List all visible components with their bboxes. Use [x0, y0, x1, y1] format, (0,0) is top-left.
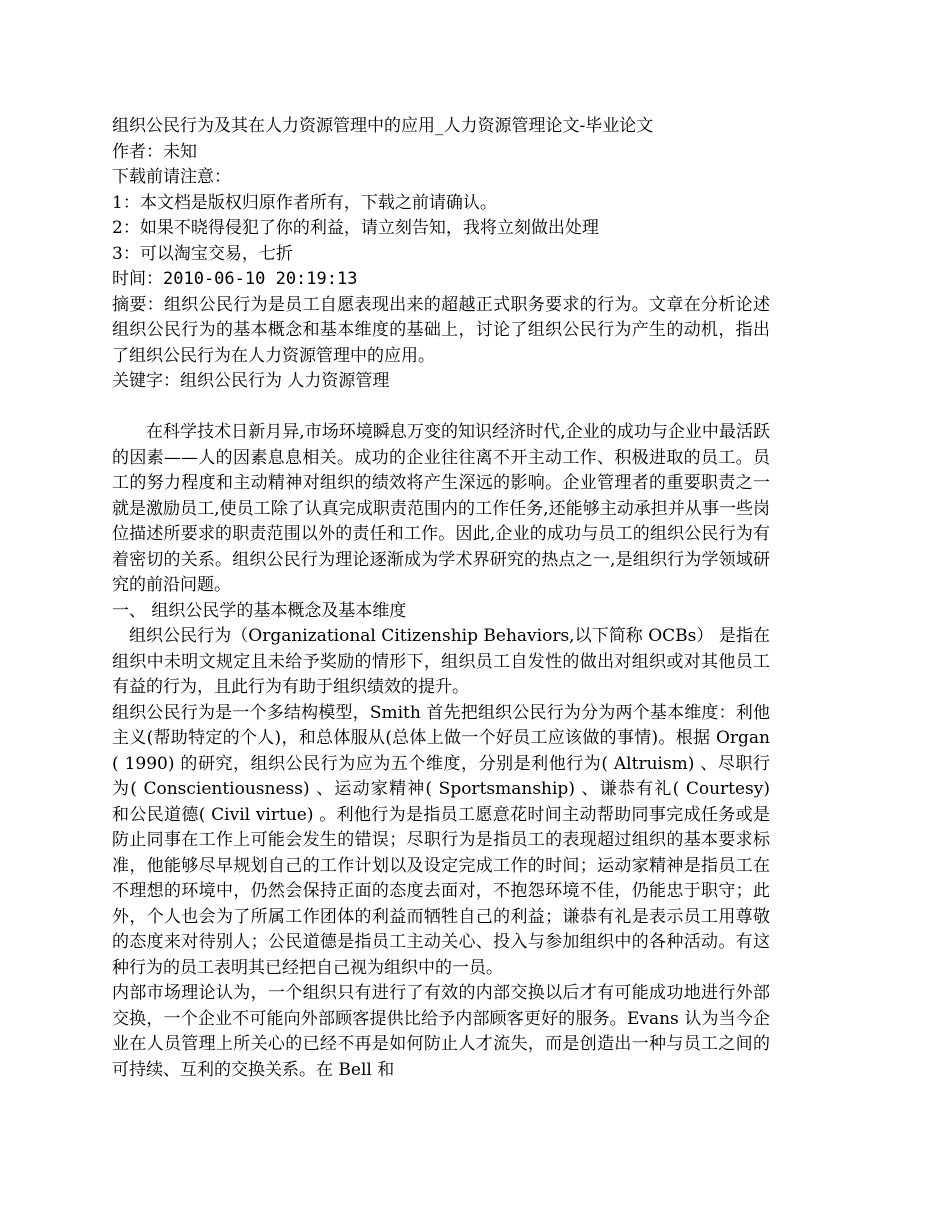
- document-author: 作者：未知: [112, 141, 197, 162]
- blank-spacer: [112, 395, 770, 421]
- document-page: [112, 114, 770, 1083]
- dimension-paragraph: 组织公民行为是一个多结构模型，Smith 首先把组织公民行为分为两个基本维度：利他主义(帮助特定的个人)，和总体服从(总体上做一个好员工应该做的事情)。根据 Organ ( 1990) 的研究，组织公民行为应为五个维度，分别是利他行为( Altruism) 、尽职行为( Conscientiousness) 、运动家精神( Sportsmanship) 、谦恭有礼( Courtesy) 和公民道德( Civil virtue) 。利他行为是指员工愿意花时间主动帮助同事完成任务或是防止同事在工作上可能会发生的错误；尽职行为是指员工的表现超过组织的基本要求标准，他能够尽早规划自己的工作计划以及设定完成工作的时间；运动家精神是指员工在不理想的环境中，仍然会保持正面的态度去面对，不抱怨环境不佳，仍能忠于职守；此外，个人也会为了所属工作团体的利益而牺牲自己的利益；谦恭有礼是表示员工用尊敬的态度来对待别人；公民道德是指员工主动关心、投入与参加组织中的各种活动。有这种行为的员工表明其已经把自己视为组织中的一员。: [112, 702, 770, 978]
- notice-item-1: 1：本文档是版权归原作者所有，下载之前请确认。: [112, 192, 497, 213]
- definition-paragraph: 组织公民行为（Organizational Citizenship Behaviors,以下简称 OCBs） 是指在组织中未明文规定且未给予奖励的情形下，组织员工自发性的做出对组织或对其他员工有益的行为，且此行为有助于组织绩效的提升。: [112, 626, 770, 697]
- intro-paragraph: 在科学技术日新月异,市场环境瞬息万变的知识经济时代,企业的成功与企业中最活跃的因素——人的因素息息相关。成功的企业往往离不开主动工作、积极进取的员工。员工的努力程度和主动精神对组织的绩效将产生深远的影响。企业管理者的重要职责之一就是激励员工,使员工除了认真完成职责范围内的工作任务,还能够主动承担并从事一些岗位描述所要求的职责范围以外的责任和工作。因此,企业的成功与员工的组织公民行为有着密切的关系。组织公民行为理论逐渐成为学术界研究的热点之一,是组织行为学领域研究的前沿问题。: [112, 422, 770, 595]
- keywords-line: 关键字：组织公民行为 人力资源管理: [112, 371, 390, 391]
- abstract-paragraph: 摘要：组织公民行为是员工自愿表现出来的超越正式职务要求的行为。文章在分析论述组织公民行为的基本概念和基本维度的基础上，讨论了组织公民行为产生的动机，指出了组织公民行为在人力资源管理中的应用。: [112, 294, 770, 366]
- internal-market-paragraph: 内部市场理论认为，一个组织只有进行了有效的内部交换以后才有可能成功地进行外部交换，一个企业不可能向外部顾客提供比给予内部顾客更好的服务。Evans 认为当今企业在人员管理上所关心的已经不再是如何防止人才流失，而是创造出一种与员工之间的可持续、互利的交换关系。在 Bell 和: [112, 983, 770, 1080]
- notice-heading: 下载前请注意：: [112, 167, 231, 187]
- notice-item-2: 2：如果不晓得侵犯了你的利益，请立刻告知，我将立刻做出处理: [112, 218, 599, 238]
- notice-item-3: 3：可以淘宝交易，七折: [112, 243, 293, 264]
- document-title: 组织公民行为及其在人力资源管理中的应用_人力资源管理论文-毕业论文: [112, 116, 654, 136]
- section-heading: 一、 组织公民学的基本概念及基本维度: [112, 600, 407, 621]
- document-timestamp: 时间：2010-06-10 20:19:13: [112, 269, 358, 289]
